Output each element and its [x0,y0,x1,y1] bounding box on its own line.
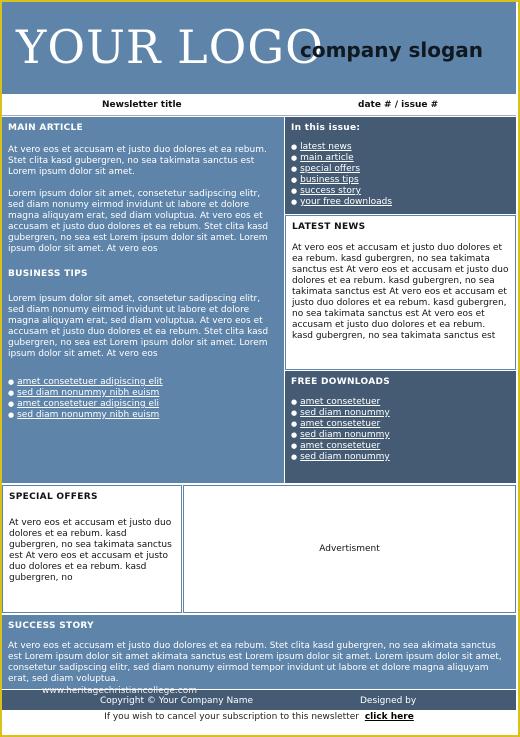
company-slogan: company slogan [300,38,484,62]
issue-link-business-tips[interactable]: business tips [300,175,359,185]
list-item [291,441,510,452]
designed-by-text: Designed by [360,696,417,706]
download-link-1[interactable]: amet consetetuer [300,397,381,407]
free-downloads-panel [285,371,516,483]
list-item [291,452,510,463]
watermark-text: www.heritagechristiancollege.com [42,686,197,696]
list-item [291,175,510,186]
success-story-panel [2,615,516,689]
tip-link-4[interactable]: sed diam nonummy nibh euism [17,410,160,420]
list-item [291,164,510,175]
in-this-issue-links [291,142,510,208]
special-offers-heading: SPECIAL OFFERS [9,492,98,502]
tip-link-3[interactable]: amet consetetuer adipiscing eli [17,399,159,409]
copyright-text: Copyright © Your Company Name [100,696,253,706]
issue-link-special-offers[interactable]: special offers [300,164,361,174]
logo: YOUR LOGO [16,20,324,74]
success-story-heading: SUCCESS STORY [8,621,94,631]
success-story-text: At vero eos et accusam et justo duo dolores et ea rebum. Stet clita kasd gubergren, no sea akimata sanctus est Lorem ipsum dolor sit amet akimata sanctus est Lorem ipsum dolor sit amet. Lorem ipsum dolor sit amet, consetetur sadipscing elitr, sed diam nonumy eirmod tempor invidunt ut labore et dolore magna aliquyam erat, sed diam voluptua. [8,641,502,684]
unsubscribe-link[interactable]: click here [364,712,414,722]
advertisement-label: Advertisment [319,544,380,554]
download-link-4[interactable]: sed diam nonummy [300,430,390,440]
main-article-para-2: Lorem ipsum dolor sit amet, consetetur sadipscing elitr, sed diam nonumy eirmod invidunt ut labore et dolore magna aliquyam erat, sed diam voluptua. At vero eos et accusam et justo duo dolores et ea rebum. Stet clita kasd gubergren, no sea est Lorem ipsum dolor sit amet. Lorem ipsum dolor sit amet. At vero eos [8,189,269,254]
advertisement-panel[interactable] [183,485,516,613]
latest-news-text: At vero eos et accusam et justo duo dolores et ea rebum. kasd gubergren, no sea takimata sanctus est At vero eos et accusam et justo duo dolores et ea rebum. kasd gubergren, no sea takimata sanctus est At vero eos et accusam et justo duo dolores et ea rebum. kasd gubergren, no sea takimata sanctus est At vero eos et accusam et justo duo dolores et ea rebum. kasd gubergren, no sea takimata sanctus est [292,243,509,341]
unsubscribe-text: If you wish to cancel your subscription to this newsletter [104,712,359,722]
issue-link-main-article[interactable]: main article [300,153,354,163]
unsubscribe-line [2,712,516,722]
list-item [291,430,510,441]
business-tips-para: Lorem ipsum dolor sit amet, consetetur sadipscing elitr, sed diam nonumy eirmod invidunt ut labore et dolore magna aliquyam erat, sed diam voluptua. At vero eos et accusam et justo duo dolores et ea rebum. Stet clita kasd gubergren, no sea est Lorem ipsum dolor sit amet. Lorem ipsum dolor sit amet. At vero eos [8,294,269,359]
in-this-issue-heading: In this issue: [291,123,361,133]
list-item [291,419,510,430]
footer-bar [2,686,516,710]
business-tips-links [8,377,278,421]
special-offers-panel [2,485,182,613]
header [2,2,516,94]
list-item [291,197,510,208]
list-item [291,397,510,408]
list-item [291,142,510,153]
business-tips-heading: BUSINESS TIPS [8,269,88,279]
list-item [291,186,510,197]
tip-link-2[interactable]: sed diam nonummy nibh euism [17,388,160,398]
list-item [8,399,278,410]
main-article-heading: MAIN ARTICLE [8,123,84,133]
main-article-panel [2,117,284,483]
tip-link-1[interactable]: amet consetetuer adipiscing elit [17,377,163,387]
latest-news-panel [285,215,516,370]
download-link-5[interactable]: amet consetetuer [300,441,381,451]
free-downloads-links [291,397,510,463]
list-item [8,410,278,421]
issue-label: date # / issue # [358,100,439,110]
list-item [8,388,278,399]
list-item [291,408,510,419]
newsletter-title: Newsletter title [102,100,182,110]
issue-link-free-downloads[interactable]: your free downloads [300,197,393,207]
download-link-2[interactable]: sed diam nonummy [300,408,390,418]
main-article-para-1: At vero eos et accusam et justo duo dolores et ea rebum. Stet clita kasd gubergren, no sea takimata sanctus est Lorem ipsum dolor sit amet. [8,145,267,177]
in-this-issue-panel [285,117,516,214]
issue-link-success-story[interactable]: success story [300,186,361,196]
issue-link-latest-news[interactable]: latest news [300,142,352,152]
title-bar [2,94,516,116]
download-link-6[interactable]: sed diam nonummy [300,452,390,462]
list-item [291,153,510,164]
special-offers-text: At vero eos et accusam et justo duo dolores et ea rebum. kasd gubergren, no sea takimata sanctus est At vero eos et accusam et justo duo dolores et ea rebum. kasd gubergren, no [9,518,172,583]
free-downloads-heading: FREE DOWNLOADS [291,377,391,387]
latest-news-heading: LATEST NEWS [292,222,366,232]
download-link-3[interactable]: amet consetetuer [300,419,381,429]
list-item [8,377,278,388]
